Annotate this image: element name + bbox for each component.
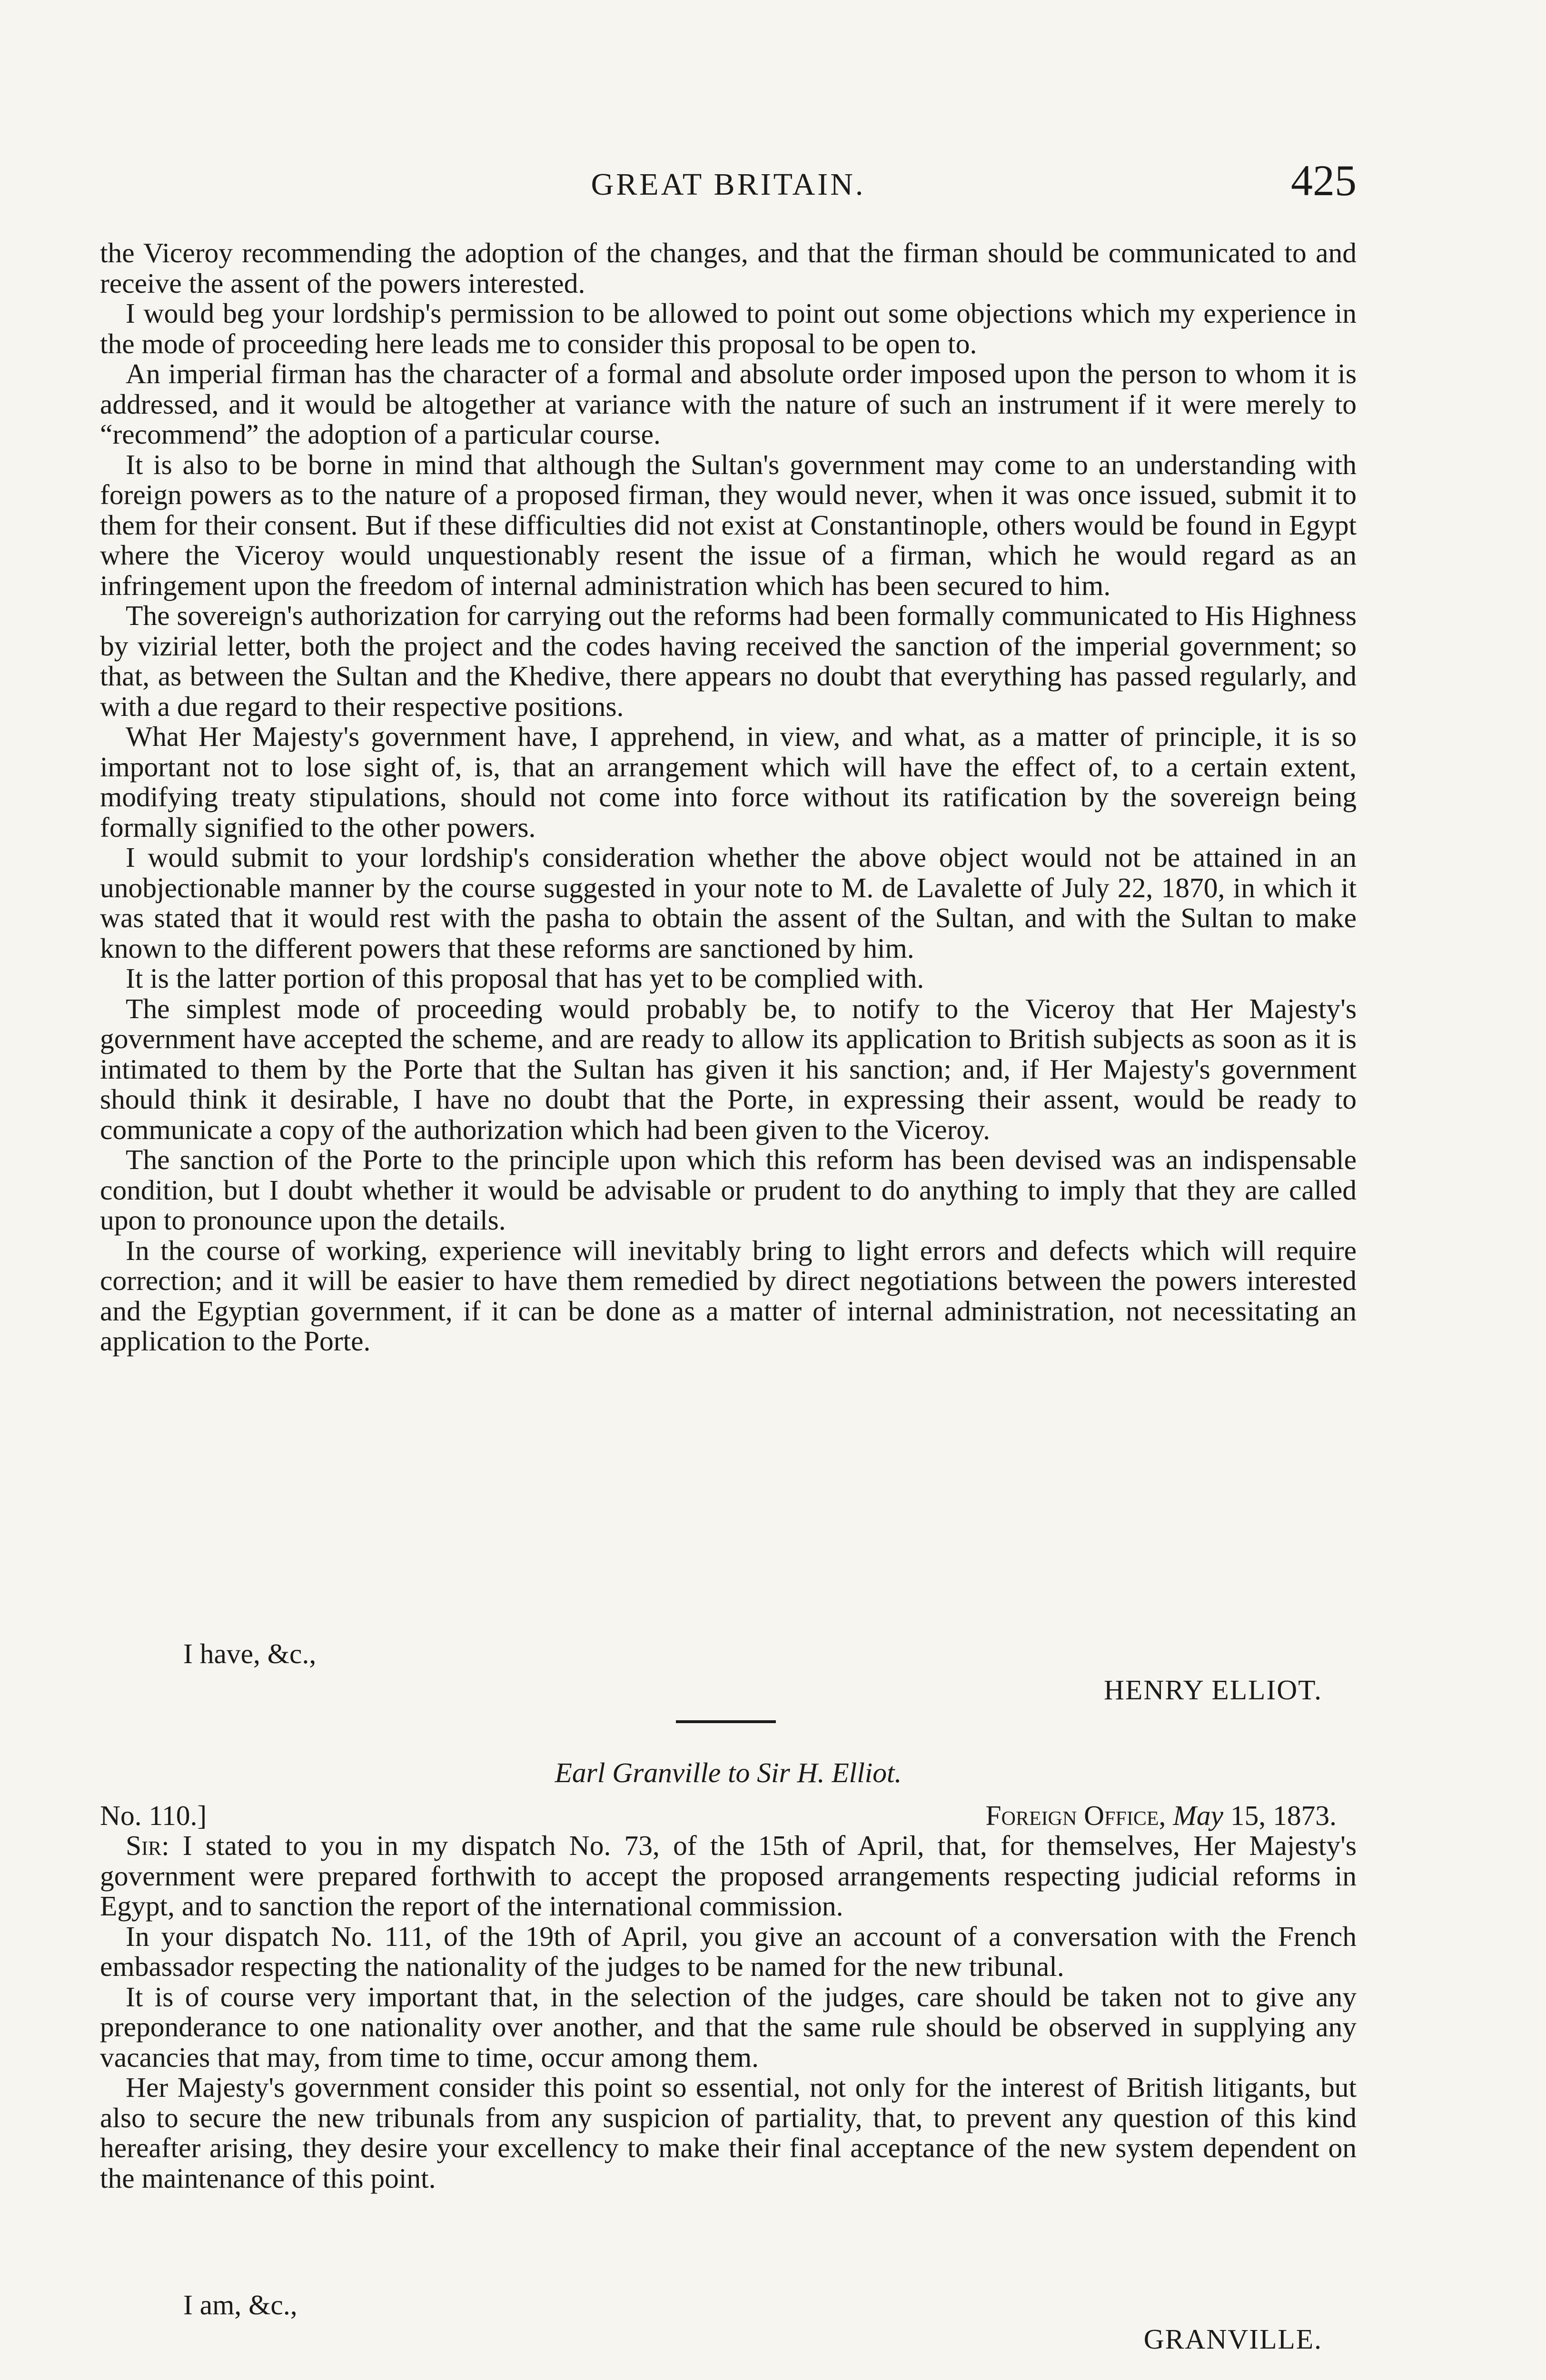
paragraph: The sovereign's authorization for carrying out the reforms had been formally communicated to His Highness by vizirial letter, both the project and the codes having received the sanction of the imperial government; so that, as between the Sultan and the Khedive, there appears no doubt that everything has passed regularly, and with a due regard to their respective positions. [100,600,1357,722]
letter-granville-body [100,1831,1357,2193]
paragraph: An imperial firman has the character of a formal and absolute order imposed upon the person to whom it is addressed, and it would be altogether at variance with the nature of such an instrument if it were merely to “recommend” the adoption of a particular course. [100,358,1357,450]
paragraph: The sanction of the Porte to the principle upon which this reform has been devised was an indispensable condition, but I doubt whether it would be advisable or prudent to do anything to imply that they are called upon to pronounce upon the details. [100,1144,1357,1236]
paragraph-text: I stated to you in my dispatch No. 73, of the 15th of April, that, for themselves, Her Majesty's government were prepared forthwith to accept the proposed arrangements respecting judicial reforms in Egypt, and to sanction the report of the international commission. [100,1830,1357,1922]
closing-line: I have, &c., [183,1638,317,1669]
signature: GRANVILLE. [1143,2323,1322,2355]
letter-elliot-body [100,238,1357,1357]
letter-heading: Earl Granville to Sir H. Elliot. [555,1757,902,1788]
paragraph: I would beg your lordship's permission to be allowed to point out some objections which my experience in the mode of proceeding here leads me to consider this proposal to be open to. [100,298,1357,359]
paragraph: It is of course very important that, in the selection of the judges, care should be taken not to give any preponderance to one nationality over another, and that the same rule should be observed in supplying any vacancies that may, from time to time, occur among them. [100,1981,1357,2073]
dispatch-place-date [986,1799,1337,1832]
paragraph: In your dispatch No. 111, of the 19th of April, you give an account of a conversation with the French embassador respecting the nationality of the judges to be named for the new tribunal. [100,1920,1357,1982]
paragraph: the Viceroy recommending the adoption of the changes, and that the firman should be communicated to and receive the assent of the powers interested. [100,237,1357,299]
running-title: GREAT BRITAIN. [591,167,866,202]
paragraph: In the course of working, experience will inevitably bring to light errors and defects which will require correction; and it will be easier to have them remedied by direct negotiations between the powers interested and the Egyptian government, if it can be done as a matter of internal administration, not necessitating an application to the Porte. [100,1234,1357,1357]
closing-line: I am, &c., [183,2289,297,2320]
dispatch-place: Foreign Office, [985,1800,1166,1831]
signature: HENRY ELLIOT. [1104,1674,1322,1706]
salutation: Sir: [126,1830,169,1861]
paragraph: It is also to be borne in mind that although the Sultan's government may come to an understanding with foreign powers as to the nature of a proposed firman, they would never, when it was once issued, submit it to them for their consent. But if these difficulties did not exist at Constantinople, others would be found in Egypt where the Viceroy would unquestionably resent the issue of a firman, which he would regard as an infringement upon the freedom of internal administration which has been secured to him. [100,448,1357,601]
paragraph: I would submit to your lordship's consideration whether the above object would not be attained in an unobjectionable manner by the course suggested in your note to M. de Lavalette of July 22, 1870, in which it was stated that it would rest with the pasha to obtain the assent of the Sultan, and with the Sultan to make known to the different powers that these reforms are sanctioned by him. [100,842,1357,964]
paragraph: Her Majesty's government consider this point so essential, not only for the interest of British litigants, but also to secure the new tribunals from any suspicion of partiality, that, to prevent any question of this kind hereafter arising, they desire your excellency to make their final acceptance of the new system dependent on the maintenance of this point. [100,2072,1357,2194]
dispatch-month: May [1173,1800,1223,1831]
paragraph: The simplest mode of proceeding would probably be, to notify to the Viceroy that Her Majesty's government have accepted the scheme, and are ready to allow its application to British subjects as soon as it is intimated to them by the Porte that the Sultan has given it his sanction; and, if Her Majesty's government should think it desirable, I have no doubt that the Porte, in expressing their assent, would be ready to communicate a copy of the authorization which had been given to the Viceroy. [100,992,1357,1145]
dispatch-day-year: 15, 1873. [1223,1800,1337,1831]
page-number: 425 [1291,156,1357,205]
paragraph: It is the latter portion of this proposal that has yet to be complied with. [126,962,924,994]
paragraph [100,1831,1357,1922]
section-divider [676,1720,776,1723]
dispatch-number: No. 110.] [100,1800,207,1831]
page-header [100,156,1357,214]
paragraph: What Her Majesty's government have, I apprehend, in view, and what, as a matter of principle, it is so important not to lose sight of, is, that an arrangement which will have the effect of, to a certain extent, modifying treaty stipulations, should not come into force without its ratification by the sovereign being formally signified to the other powers. [100,721,1357,843]
